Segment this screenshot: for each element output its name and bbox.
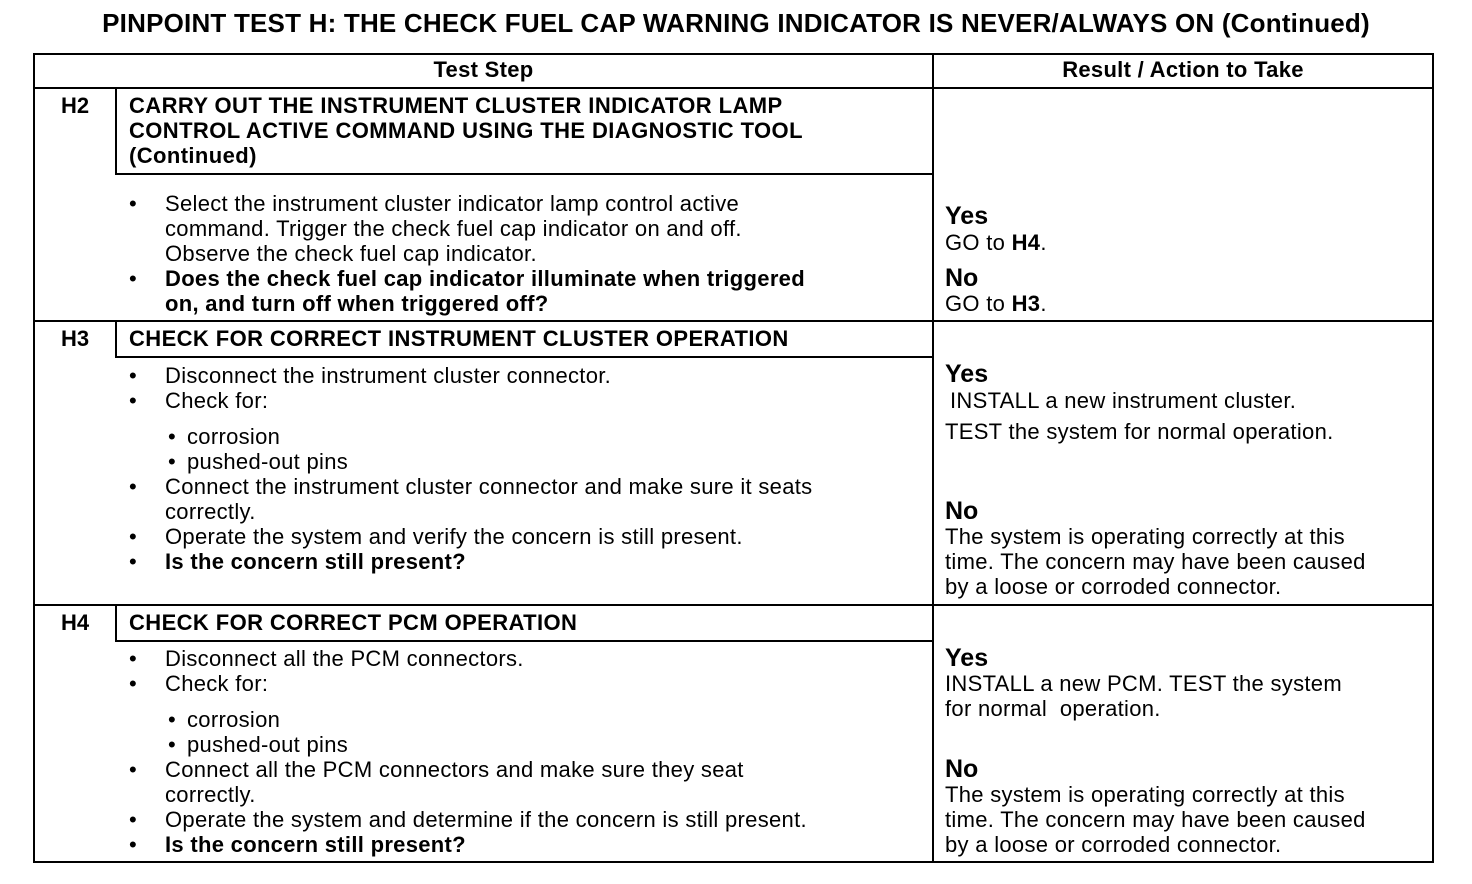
step-heading-h3: CHECK FOR CORRECT INSTRUMENT CLUSTER OPERATION xyxy=(129,326,789,351)
result-yes-line: INSTALL a new PCM. TEST the system xyxy=(945,671,1342,696)
bullet-icon: • xyxy=(129,363,137,388)
body-line: correctly. xyxy=(165,782,256,807)
sub-item: pushed-out pins xyxy=(187,732,349,757)
body-line: Select the instrument cluster indicator lamp control active xyxy=(165,191,740,216)
result-no-text xyxy=(945,782,1366,857)
body-line: Disconnect the instrument cluster connector. xyxy=(165,363,612,388)
sub-bullet-icon: • xyxy=(168,732,176,757)
heading-line: (Continued) xyxy=(129,143,257,168)
result-yes-label: Yes xyxy=(945,202,989,230)
row-separator-h3 xyxy=(33,320,1434,322)
result-yes-line: for normal operation. xyxy=(945,696,1161,721)
step-heading-h4: CHECK FOR CORRECT PCM OPERATION xyxy=(129,610,578,635)
id-divider-h2 xyxy=(115,87,117,175)
step-id-h4: H4 xyxy=(60,610,90,635)
result-no-line: The system is operating correctly at this xyxy=(945,782,1345,807)
step-heading-h2 xyxy=(129,93,803,168)
table-border-right xyxy=(1432,53,1434,863)
body-line: Check for: xyxy=(165,671,269,696)
body-question: on, and turn off when triggered off? xyxy=(165,291,549,316)
bullet-icon: • xyxy=(129,474,137,499)
table-border-left xyxy=(33,53,35,863)
bullet-icon: • xyxy=(129,646,137,671)
body-question: Does the check fuel cap indicator illuminate when triggered xyxy=(165,266,805,291)
body-line: Disconnect all the PCM connectors. xyxy=(165,646,524,671)
h3-heading-rule xyxy=(115,356,934,358)
heading-line: CONTROL ACTIVE COMMAND USING THE DIAGNOSTIC TOOL xyxy=(129,118,803,143)
step-id-h2: H2 xyxy=(60,93,90,118)
result-no-line: The system is operating correctly at this xyxy=(945,524,1345,549)
bullet-icon: • xyxy=(129,388,137,413)
result-yes-label: Yes xyxy=(945,644,989,672)
result-yes-label: Yes xyxy=(945,360,989,388)
sub-bullet-icon: • xyxy=(168,449,176,474)
result-yes-text: TEST the system for normal operation. xyxy=(945,419,1334,444)
step-id-h3: H3 xyxy=(60,326,90,351)
result-yes-text xyxy=(945,671,1342,721)
body-line: Operate the system and verify the concern is still present. xyxy=(165,524,743,549)
bullet-icon: • xyxy=(129,832,137,857)
body-line: Observe the check fuel cap indicator. xyxy=(165,241,537,266)
body-question: Is the concern still present? xyxy=(165,832,466,857)
bullet-icon: • xyxy=(129,671,137,696)
page-title: PINPOINT TEST H: THE CHECK FUEL CAP WARNING INDICATOR IS NEVER/ALWAYS ON (Continued) xyxy=(102,8,1370,38)
heading-line: CARRY OUT THE INSTRUMENT CLUSTER INDICATOR LAMP xyxy=(129,93,783,118)
body-line: Connect all the PCM connectors and make sure they seat xyxy=(165,757,744,782)
bullet-icon: • xyxy=(129,549,137,574)
result-no-line: time. The concern may have been caused xyxy=(945,549,1366,574)
column-header-test-step: Test Step xyxy=(433,57,534,82)
result-no-target: H3 xyxy=(1011,291,1041,316)
table-border-bottom xyxy=(33,861,1434,863)
sub-item: corrosion xyxy=(187,707,281,732)
body-line: Check for: xyxy=(165,388,269,413)
h4-heading-rule xyxy=(115,640,934,642)
body-line: Connect the instrument cluster connector and make sure it seats xyxy=(165,474,813,499)
sub-item: pushed-out pins xyxy=(187,449,349,474)
result-no-line: by a loose or corroded connector. xyxy=(945,574,1282,599)
bullet-icon: • xyxy=(129,757,137,782)
result-yes-target: H4 xyxy=(1011,230,1041,255)
h2-heading-rule xyxy=(115,173,934,175)
result-no-line: time. The concern may have been caused xyxy=(945,807,1366,832)
body-question: Is the concern still present? xyxy=(165,549,466,574)
column-header-result: Result / Action to Take xyxy=(1062,57,1304,82)
body-line: correctly. xyxy=(165,499,256,524)
body-line: command. Trigger the check fuel cap indicator on and off. xyxy=(165,216,742,241)
bullet-icon: • xyxy=(129,524,137,549)
result-no-label: No xyxy=(945,264,979,292)
header-rule xyxy=(33,87,1434,89)
result-no-text xyxy=(945,524,1366,599)
row-separator-h4 xyxy=(33,604,1434,606)
id-divider-h4 xyxy=(115,605,117,641)
result-no-label: No xyxy=(945,497,979,525)
sub-bullet-icon: • xyxy=(168,707,176,732)
bullet-icon: • xyxy=(129,266,137,291)
result-yes-text: GO to H4. xyxy=(945,230,1047,255)
result-yes-text: INSTALL a new instrument cluster. xyxy=(950,388,1297,413)
body-line: Operate the system and determine if the concern is still present. xyxy=(165,807,807,832)
sub-bullet-icon: • xyxy=(168,424,176,449)
result-no-label: No xyxy=(945,755,979,783)
result-no-line: by a loose or corroded connector. xyxy=(945,832,1282,857)
result-no-text: GO to H3. xyxy=(945,291,1047,316)
bullet-icon: • xyxy=(129,191,137,216)
bullet-icon: • xyxy=(129,807,137,832)
id-divider-h3 xyxy=(115,321,117,357)
table-border-top xyxy=(33,53,1434,55)
sub-item: corrosion xyxy=(187,424,281,449)
